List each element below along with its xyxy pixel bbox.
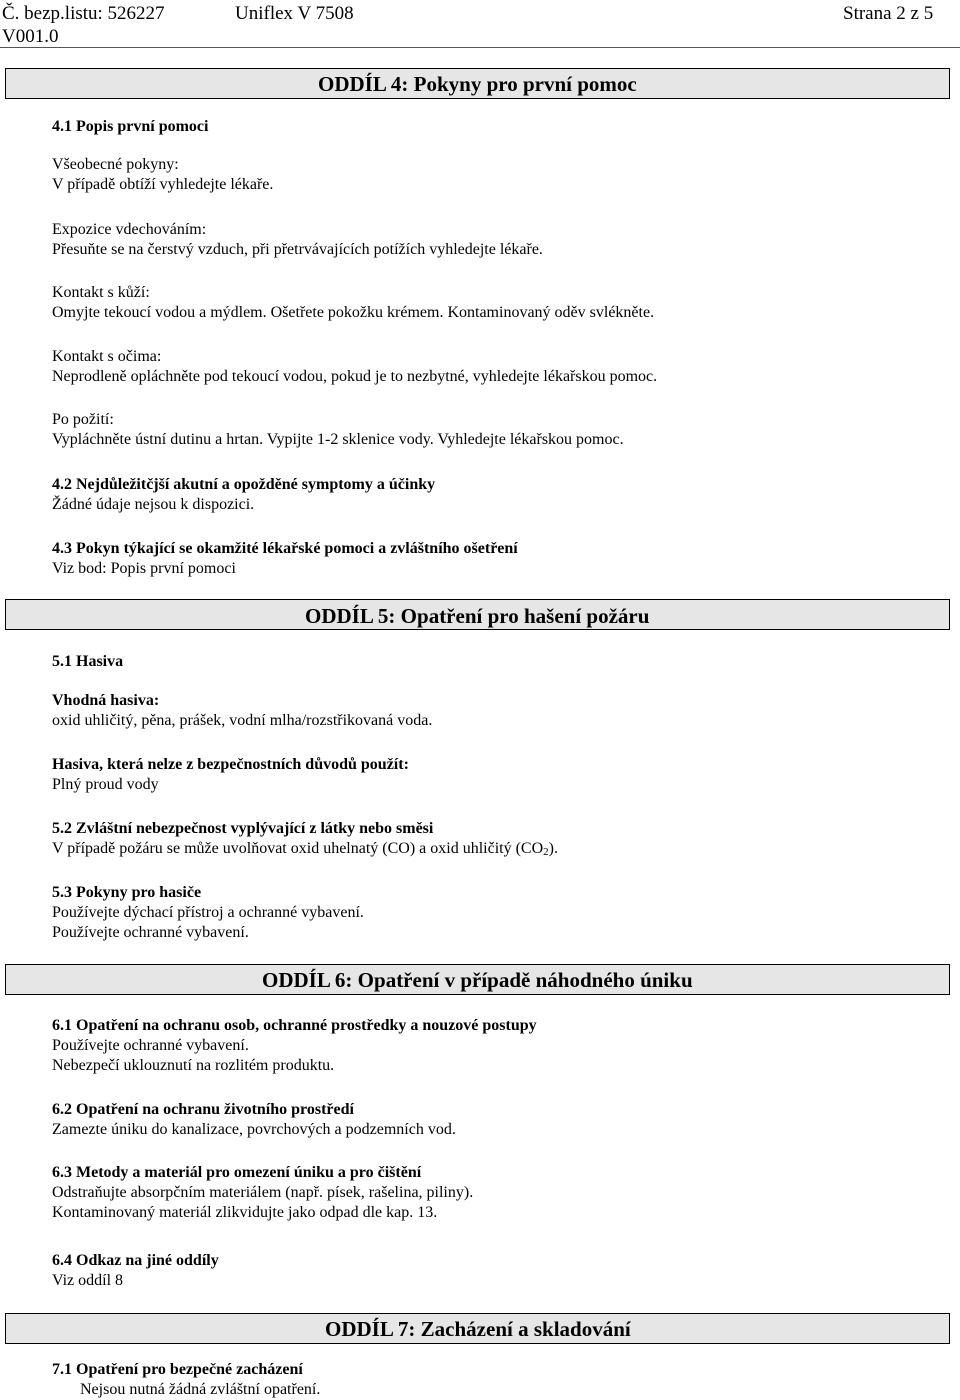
product-name: Uniflex V 7508	[235, 3, 354, 24]
heading-4-3: 4.3 Pokyn týkající se okamžité lékařské pomoci a zvláštního ošetření	[52, 540, 518, 557]
general-label: Všeobecné pokyny:	[52, 156, 179, 173]
text-4-3: Viz bod: Popis první pomoci	[52, 560, 236, 577]
text-6-2: Zamezte úniku do kanalizace, povrchových a podzemních vod.	[52, 1121, 456, 1138]
ingestion-label: Po požití:	[52, 411, 114, 428]
heading-6-4: 6.4 Odkaz na jiné oddíly	[52, 1252, 219, 1269]
heading-5-3: 5.3 Pokyny pro hasiče	[52, 884, 202, 901]
heading-7-1: 7.1 Opatření pro bezpečné zacházení	[52, 1361, 303, 1378]
version: V001.0	[2, 26, 59, 47]
heading-6-3: 6.3 Metody a materiál pro omezení úniku a pro čištění	[52, 1164, 422, 1181]
inhalation-text: Přesuňte se na čerstvý vzduch, při přetrvávajících potížích vyhledejte lékaře.	[52, 241, 543, 258]
heading-6-2: 6.2 Opatření na ochranu životního prostředí	[52, 1101, 354, 1118]
sheet-number: Č. bezp.listu: 526227	[2, 3, 165, 24]
section-5-title: ODDÍL 5: Opatření pro hašení požáru	[305, 604, 650, 628]
suitable-media-label: Vhodná hasiva:	[52, 692, 160, 709]
header-divider	[0, 47, 960, 48]
suitable-media-text: oxid uhličitý, pěna, prášek, vodní mlha/rozstřikovaná voda.	[52, 712, 433, 729]
skin-label: Kontakt s kůží:	[52, 284, 150, 301]
text-6-1-a: Používejte ochranné vybavení.	[52, 1037, 249, 1054]
unsuitable-media-text: Plný proud vody	[52, 776, 159, 793]
heading-5-2: 5.2 Zvláštní nebezpečnost vyplývající z látky nebo směsi	[52, 820, 434, 837]
heading-4-2: 4.2 Nejdůležitčjší akutní a opožděné symptomy a účinky	[52, 476, 436, 493]
text-6-3-a: Odstraňujte absorpčním materiálem (např. písek, rašelina, piliny).	[52, 1184, 474, 1201]
inhalation-label: Expozice vdechováním:	[52, 221, 207, 238]
text-6-4: Viz oddíl 8	[52, 1272, 124, 1289]
text-5-3-b: Používejte ochranné vybavení.	[52, 924, 249, 941]
eye-label: Kontakt s očima:	[52, 348, 162, 365]
section-4-title: ODDÍL 4: Pokyny pro první pomoc	[318, 72, 637, 96]
heading-5-1: 5.1 Hasiva	[52, 653, 124, 670]
skin-text: Omyjte tekoucí vodou a mýdlem. Ošetřete pokožku krémem. Kontaminovaný oděv svlékněte.	[52, 304, 655, 321]
text-6-1-b: Nebezpečí uklouznutí na rozlitém produktu.	[52, 1057, 335, 1074]
unsuitable-media-label: Hasiva, která nelze z bezpečnostních důvodů použít:	[52, 756, 409, 773]
general-text: V případě obtíží vyhledejte lékaře.	[52, 176, 274, 193]
heading-4-1: 4.1 Popis první pomoci	[52, 118, 209, 135]
eye-text: Neprodleně opláchněte pod tekoucí vodou, pokud je to nezbytné, vyhledejte lékařskou pomoc.	[52, 368, 658, 385]
page-number: Strana 2 z 5	[843, 3, 934, 24]
text-5-3-a: Používejte dýchací přístroj a ochranné vybavení.	[52, 904, 364, 921]
heading-6-1: 6.1 Opatření na ochranu osob, ochranné prostředky a nouzové postupy	[52, 1017, 537, 1034]
text-5-2: V případě požáru se může uvolňovat oxid uhelnatý (CO) a oxid uhličitý $(CO_2)$.	[52, 840, 558, 858]
ingestion-text: Vypláchněte ústní dutinu a hrtan. Vypijte 1-2 sklenice vody. Vyhledejte lékařskou pomoc.	[52, 431, 624, 448]
text-7-1: Nejsou nutná žádná zvláštní opatření.	[80, 1381, 321, 1398]
text-4-2: Žádné údaje nejsou k dispozici.	[52, 496, 255, 513]
section-7-title: ODDÍL 7: Zacházení a skladování	[325, 1317, 631, 1341]
section-6-title: ODDÍL 6: Opatření v případě náhodného úniku	[262, 968, 693, 992]
text-6-3-b: Kontaminovaný materiál zlikvidujte jako odpad dle kap. 13.	[52, 1204, 438, 1221]
